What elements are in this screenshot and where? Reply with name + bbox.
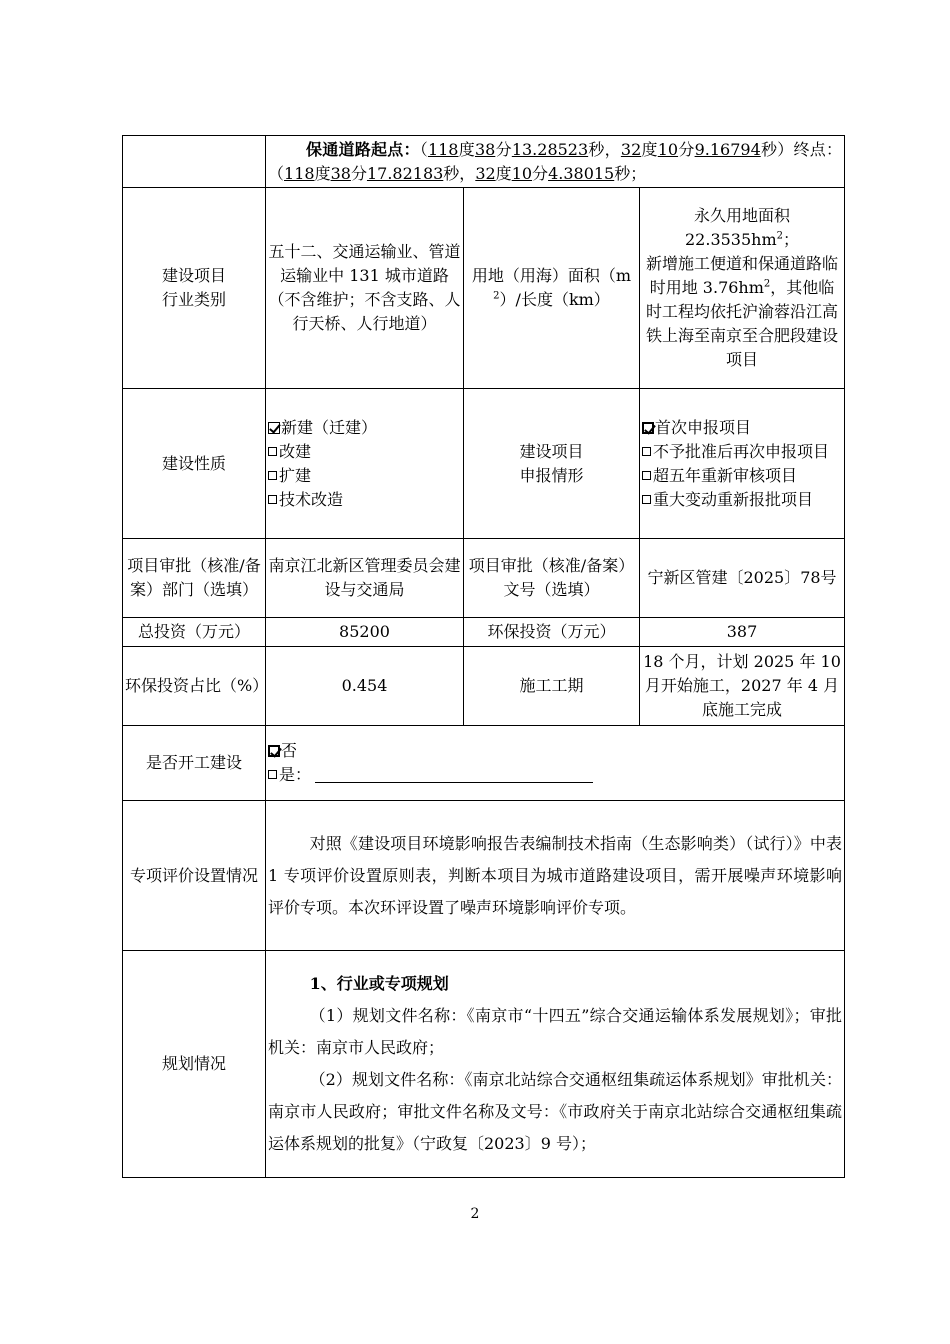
option-rebuild[interactable]: 改建 [268,440,461,464]
special-label: 专项评价设置情况 [123,801,266,951]
empty-checkbox-icon[interactable] [642,447,651,456]
period-value: 18 个月，计划 2025 年 10 月开始施工，2027 年 4 月底施工完成 [640,647,845,726]
empty-checkbox-icon[interactable] [642,495,651,504]
option-expand[interactable]: 扩建 [268,464,461,488]
approval-row [123,539,845,618]
industry-value: 五十二、交通运输业、管道运输业中 131 城市道路（不含维护；不含支路、人行天桥、人行地道） [266,188,464,389]
area-value: 永久用地面积 $22.3535hm^2$； 新增施工便道和保通道路临时用地 $3.76hm^2$，其他临时工程均依托沪渝蓉沿江高铁上海至南京至合肥段建设项目 [640,188,845,389]
env-ratio-label: 环保投资占比（%） [123,647,266,726]
checked-checkbox-icon[interactable] [268,422,280,434]
road-end-label: 终点： [793,139,842,159]
investment-row [123,618,845,647]
option-tech[interactable]: 技术改造 [268,488,461,512]
nature-label: 建设性质 [123,389,266,539]
report-major-change[interactable]: 重大变动重新报批项目 [642,488,842,512]
ratio-row [123,647,845,726]
road-coordinates: 保通道路起点：（118度38分13.28523秒，32度10分9.16794秒）终点：（118度38分17.82183秒，32度10分4.38015秒； [266,136,845,188]
started-options [266,726,845,801]
page-number: 2 [470,1206,480,1222]
empty-checkbox-icon[interactable] [268,495,277,504]
empty-checkbox-icon[interactable] [268,447,277,456]
approval-dept-label: 项目审批（核准/备案）部门（选填） [123,539,266,618]
area-label: 用地（用海）面积$(m^2)/$长度（km） [464,188,640,389]
road-row [123,136,845,188]
road-label-cell [123,136,266,188]
total-invest-label: 总投资（万元） [123,618,266,647]
planning-heading: 1、行业或专项规划 [309,974,449,993]
env-invest-value: 387 [640,618,845,647]
empty-checkbox-icon[interactable] [268,471,277,480]
report-label: 建设项目 申报情形 [464,389,640,539]
project-info-table [122,135,845,1178]
report-first[interactable]: 首次申报项目 [642,416,842,440]
approval-doc-label: 项目审批（核准/备案）文号（选填） [464,539,640,618]
planning-content [266,951,845,1178]
special-text-cell [266,801,845,951]
planning-row [123,951,845,1178]
special-row [123,801,845,951]
total-invest-value: 85200 [266,618,464,647]
special-text: 对照《建设项目环境影响报告表编制技术指南（生态影响类）（试行）》中表1 专项评价设置原则表，判断本项目为城市道路建设项目，需开展噪声环境影响评价专项。本次环评设置了噪声环境影响评价专项。 [268,833,843,917]
planning-item-2: （2）规划文件名称：《南京北站综合交通枢纽集疏运体系规划》审批机关：南京市人民政府；审批文件名称及文号：《市政府关于南京北站综合交通枢纽集疏运体系规划的批复》（宁政复〔2023〕9 号）； [268,1070,843,1153]
report-five-years[interactable]: 超五年重新审核项目 [642,464,842,488]
env-ratio-value: 0.454 [266,647,464,726]
started-row [123,726,845,801]
empty-checkbox-icon[interactable] [268,770,277,779]
nature-row [123,389,845,539]
started-yes-option[interactable]: 是： [268,763,842,787]
nature-options [266,389,464,539]
checked-checkbox-icon[interactable] [642,422,654,434]
approval-doc-value: 宁新区管建〔2025〕78号 [640,539,845,618]
empty-checkbox-icon[interactable] [642,471,651,480]
period-label: 施工工期 [464,647,640,726]
industry-label: 建设项目 行业类别 [123,188,266,389]
checked-checkbox-icon[interactable] [268,745,280,757]
started-date-blank[interactable] [315,764,593,783]
industry-row [123,188,845,389]
report-again[interactable]: 不予批准后再次申报项目 [642,440,842,464]
planning-label: 规划情况 [123,951,266,1178]
approval-dept-value: 南京江北新区管理委员会建设与交通局 [266,539,464,618]
started-label: 是否开工建设 [123,726,266,801]
report-options [640,389,845,539]
env-invest-label: 环保投资（万元） [464,618,640,647]
option-new[interactable]: 新建（迁建） [268,416,461,440]
road-start-label: 保通道路起点： [306,139,420,159]
started-no-option[interactable]: 否 [268,739,842,763]
planning-item-1: （1）规划文件名称：《南京市“十四五”综合交通运输体系发展规划》；审批机关：南京市人民政府； [268,1006,843,1057]
